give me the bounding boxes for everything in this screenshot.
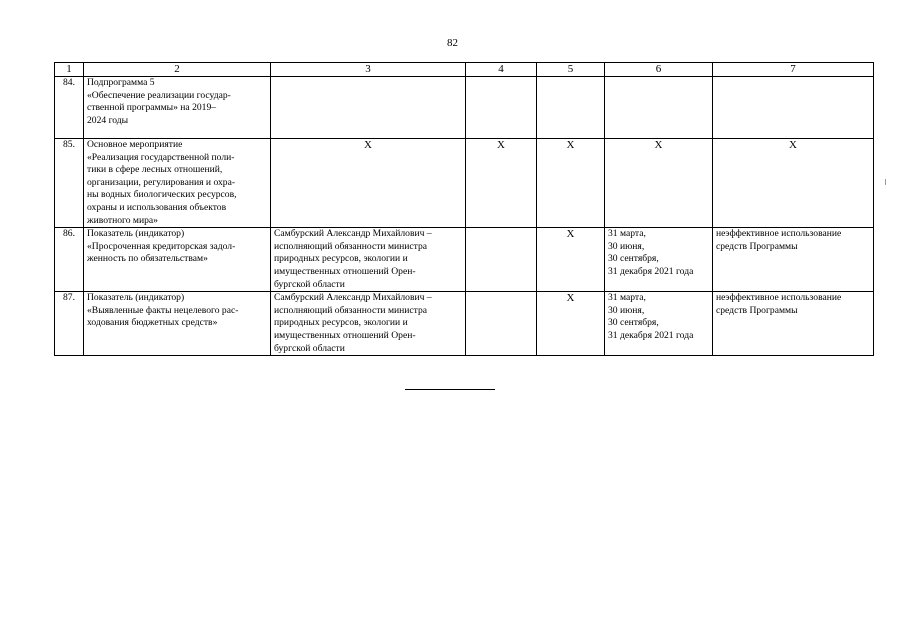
cell-line: исполняющий обязанности министра [274,240,428,252]
cell-line: Показатель (индикатор) [87,228,185,240]
x-mark: Х [497,139,505,151]
risk-cell [713,77,874,139]
cell-line: неэффективное использование [716,292,842,304]
cell-line: «Просроченная кредиторская задол- [87,240,236,252]
cell-line: «Реализация государственной поли- [87,151,235,163]
x-mark: Х [566,228,575,241]
col4-cell [466,77,537,139]
cell-line: женность по обязательствам» [87,253,208,265]
cell-line: ственной программы» на 2019– [87,102,217,114]
cell-line: 2024 годы [87,114,129,126]
cell-line: Х [364,139,372,151]
col-header-3: 3 [271,63,466,77]
cell-line: средств Программы [716,304,798,316]
table-row [55,77,874,139]
col-header-2: 2 [84,63,271,77]
row-number: 84. [55,77,84,139]
cell-line: 31 марта, [608,228,646,240]
cell-line: 30 июня, [608,240,645,252]
cell-line: имущественных отношений Орен- [274,265,416,277]
row-number: 85. [55,139,84,228]
cell-line: животного мира» [87,214,158,226]
cell-line: 31 марта, [608,292,646,304]
activity-name-cell [84,228,271,292]
col4-cell [466,139,537,228]
responsible-cell [271,228,466,292]
cell-line: 30 сентября, [608,253,659,265]
header-row [55,63,874,77]
col5-cell [537,292,605,356]
col-header-1: 1 [55,63,84,77]
cell-line: «Выявленные факты нецелевого рас- [87,304,239,316]
cell-line: Х [654,139,663,151]
col5-cell [537,228,605,292]
responsible-cell [271,77,466,139]
cell-line: ходования бюджетных средств» [87,317,218,329]
cell-line: охраны и использования объектов [87,201,227,213]
cell-line: Самбурский Александр Михайлович – [274,292,432,304]
risk-cell [713,139,874,228]
cell-line: имущественных отношений Орен- [274,329,416,341]
col-header-4: 4 [466,63,537,77]
cell-line: 31 декабря 2021 года [608,329,694,341]
cell-line: бургской области [274,278,345,290]
cell-line: ны водных биологических ресурсов, [87,189,237,201]
page-number: 82 [447,37,458,49]
cell-line: средств Программы [716,240,798,252]
responsible-cell [271,292,466,356]
cell-line: Подпрограмма 5 [87,77,155,88]
activity-name-cell [84,292,271,356]
table-row [55,139,874,228]
margin-mark [885,179,886,185]
col-header-7: 7 [713,63,874,77]
cell-line: Самбурский Александр Михайлович – [274,228,432,240]
col4-cell [466,292,537,356]
cell-line: Основное мероприятие [87,139,183,150]
row-number: 87. [55,292,84,356]
risk-cell [713,292,874,356]
x-mark: Х [566,292,575,305]
deadline-cell [605,77,713,139]
cell-line: 31 декабря 2021 года [608,265,694,277]
cell-line: бургской области [274,342,345,354]
cell-line: тики в сфере лесных отношений, [87,164,223,176]
footer-rule [405,389,495,390]
risk-cell [713,228,874,292]
table-row [55,228,874,292]
cell-line: 30 сентября, [608,317,659,329]
deadline-cell [605,139,713,228]
deadline-cell [605,292,713,356]
cell-line: организации, регулирования и охра- [87,176,236,188]
cell-line: природных ресурсов, экологии и [274,317,408,329]
activity-name-cell [84,77,271,139]
col4-cell [466,228,537,292]
col5-cell [537,139,605,228]
cell-line: 30 июня, [608,304,645,316]
cell-line: природных ресурсов, экологии и [274,253,408,265]
col-header-5: 5 [537,63,605,77]
row-number: 86. [55,228,84,292]
responsible-cell [271,139,466,228]
table-row [55,292,874,356]
cell-line: неэффективное использование [716,228,842,240]
cell-line: Х [789,139,797,151]
activity-name-cell [84,139,271,228]
x-mark: Х [566,139,575,151]
cell-line: «Обеспечение реализации государ- [87,89,231,101]
deadline-cell [605,228,713,292]
cell-line: исполняющий обязанности министра [274,304,428,316]
cell-line: Показатель (индикатор) [87,292,185,304]
col5-cell [537,77,605,139]
col-header-6: 6 [605,63,713,77]
report-table [54,62,874,356]
